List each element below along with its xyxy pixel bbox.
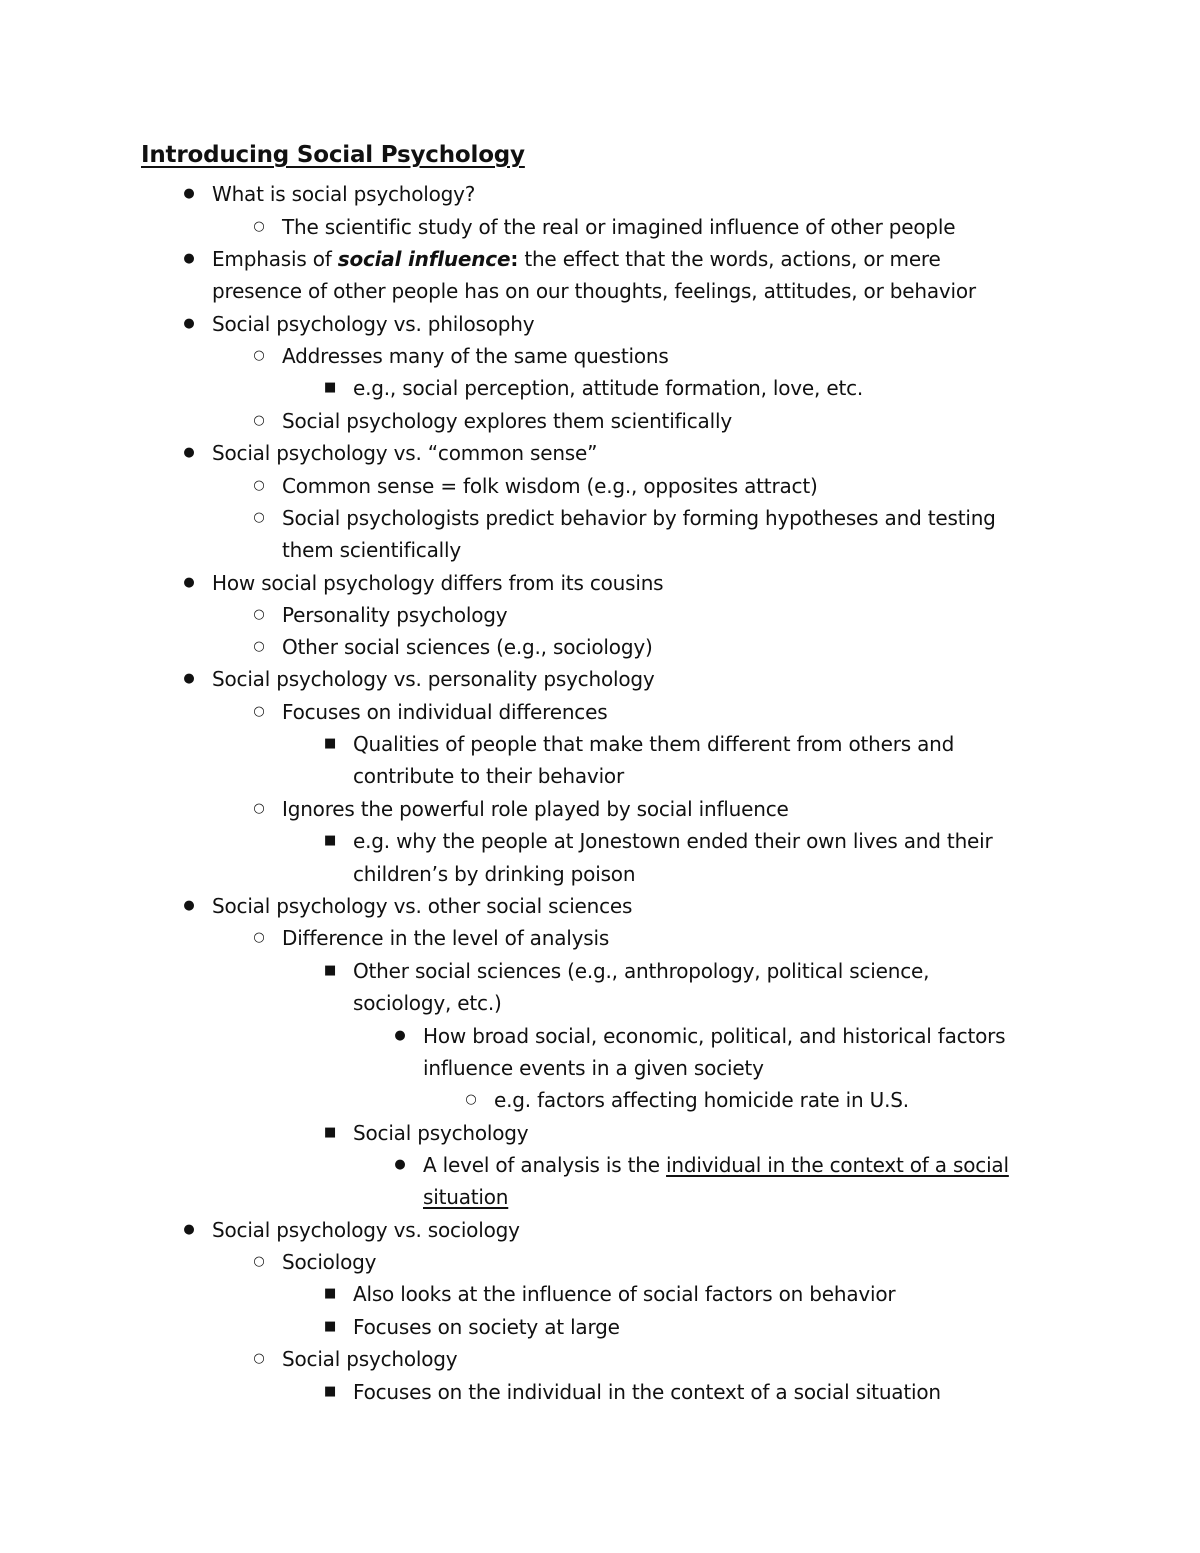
filled-circle-bullet-icon: ● xyxy=(183,898,195,913)
list-item: ● Social psychology vs. sociology xyxy=(212,1214,520,1247)
hollow-circle-bullet-icon: ○ xyxy=(253,607,265,622)
list-item: ○ Social psychology explores them scientifically xyxy=(282,405,732,438)
hollow-circle-bullet-icon: ○ xyxy=(253,1351,265,1366)
filled-circle-bullet-icon: ● xyxy=(183,445,195,460)
list-item-continuation: influence events in a given society xyxy=(423,1056,764,1080)
list-item: ○ Difference in the level of analysis xyxy=(282,922,609,955)
list-item: ○ e.g. factors affecting homicide rate in U.S. xyxy=(494,1084,909,1117)
square-bullet-icon: ■ xyxy=(323,1384,337,1399)
list-item: ○ Other social sciences (e.g., sociology) xyxy=(282,631,653,664)
list-item: ■ Other social sciences (e.g., anthropology, political science, xyxy=(353,955,929,988)
list-item: ■ e.g. why the people at Jonestown ended their own lives and their xyxy=(353,825,993,858)
list-item-continuation: children’s by drinking poison xyxy=(353,862,636,886)
term-social-influence: social influence xyxy=(337,247,511,271)
hollow-circle-bullet-icon: ○ xyxy=(253,219,265,234)
list-item: ○ Social psychologists predict behavior by forming hypotheses and testing xyxy=(282,502,996,535)
list-item-continuation: presence of other people has on our thoughts, feelings, attitudes, or behavior xyxy=(212,279,976,303)
list-item: ● How broad social, economic, political, and historical factors xyxy=(423,1020,1005,1053)
list-item-continuation: contribute to their behavior xyxy=(353,764,624,788)
list-item: ● A level of analysis is the individual in the context of a social xyxy=(423,1149,1009,1182)
hollow-circle-bullet-icon: ○ xyxy=(253,510,265,525)
list-item: ● Social psychology vs. personality psychology xyxy=(212,663,655,696)
list-item: ■ Focuses on the individual in the context of a social situation xyxy=(353,1376,941,1409)
list-item: ○ Common sense = folk wisdom (e.g., opposites attract) xyxy=(282,470,818,503)
list-item: ■ e.g., social perception, attitude formation, love, etc. xyxy=(353,372,863,405)
list-item: ○ Social psychology xyxy=(282,1343,457,1376)
square-bullet-icon: ■ xyxy=(323,833,337,848)
hollow-circle-bullet-icon: ○ xyxy=(253,704,265,719)
square-bullet-icon: ■ xyxy=(323,1319,337,1334)
list-item: ■ Also looks at the influence of social factors on behavior xyxy=(353,1278,895,1311)
square-bullet-icon: ■ xyxy=(323,380,337,395)
list-item: ○ The scientific study of the real or imagined influence of other people xyxy=(282,211,955,244)
list-item: ○ Sociology xyxy=(282,1246,376,1279)
hollow-circle-bullet-icon: ○ xyxy=(253,801,265,816)
filled-circle-bullet-icon: ● xyxy=(183,186,195,201)
list-item: ○ Personality psychology xyxy=(282,599,507,632)
list-item: ■ Focuses on society at large xyxy=(353,1311,620,1344)
list-item: ■ Social psychology xyxy=(353,1117,528,1150)
filled-circle-bullet-icon: ● xyxy=(183,251,195,266)
filled-circle-bullet-icon: ● xyxy=(394,1028,406,1043)
underlined-phrase: situation xyxy=(423,1185,509,1209)
list-item: ○ Addresses many of the same questions xyxy=(282,340,669,373)
square-bullet-icon: ■ xyxy=(323,1286,337,1301)
list-item: ○ Ignores the powerful role played by social influence xyxy=(282,793,789,826)
hollow-circle-bullet-icon: ○ xyxy=(465,1092,477,1107)
list-item: ● Social psychology vs. “common sense” xyxy=(212,437,597,470)
underlined-phrase: individual in the context of a social xyxy=(666,1153,1009,1177)
list-item: ● Social psychology vs. philosophy xyxy=(212,308,534,341)
square-bullet-icon: ■ xyxy=(323,1125,337,1140)
square-bullet-icon: ■ xyxy=(323,736,337,751)
list-item: ● What is social psychology? xyxy=(212,178,475,211)
hollow-circle-bullet-icon: ○ xyxy=(253,478,265,493)
filled-circle-bullet-icon: ● xyxy=(183,575,195,590)
filled-circle-bullet-icon: ● xyxy=(394,1157,406,1172)
list-item: ● Social psychology vs. other social sciences xyxy=(212,890,632,923)
filled-circle-bullet-icon: ● xyxy=(183,671,195,686)
hollow-circle-bullet-icon: ○ xyxy=(253,639,265,654)
filled-circle-bullet-icon: ● xyxy=(183,1222,195,1237)
list-item-continuation xyxy=(423,1181,508,1214)
hollow-circle-bullet-icon: ○ xyxy=(253,413,265,428)
list-item: ● Emphasis of social influence: the effect that the words, actions, or mere xyxy=(212,243,941,276)
list-item-continuation: sociology, etc.) xyxy=(353,991,502,1015)
list-item: ■ Qualities of people that make them different from others and xyxy=(353,728,954,761)
hollow-circle-bullet-icon: ○ xyxy=(253,1254,265,1269)
hollow-circle-bullet-icon: ○ xyxy=(253,348,265,363)
square-bullet-icon: ■ xyxy=(323,963,337,978)
filled-circle-bullet-icon: ● xyxy=(183,316,195,331)
page-title: Introducing Social Psychology xyxy=(141,142,525,168)
list-item: ○ Focuses on individual differences xyxy=(282,696,607,729)
list-item: ● How social psychology differs from its cousins xyxy=(212,567,663,600)
hollow-circle-bullet-icon: ○ xyxy=(253,930,265,945)
list-item-continuation: them scientifically xyxy=(282,538,462,562)
